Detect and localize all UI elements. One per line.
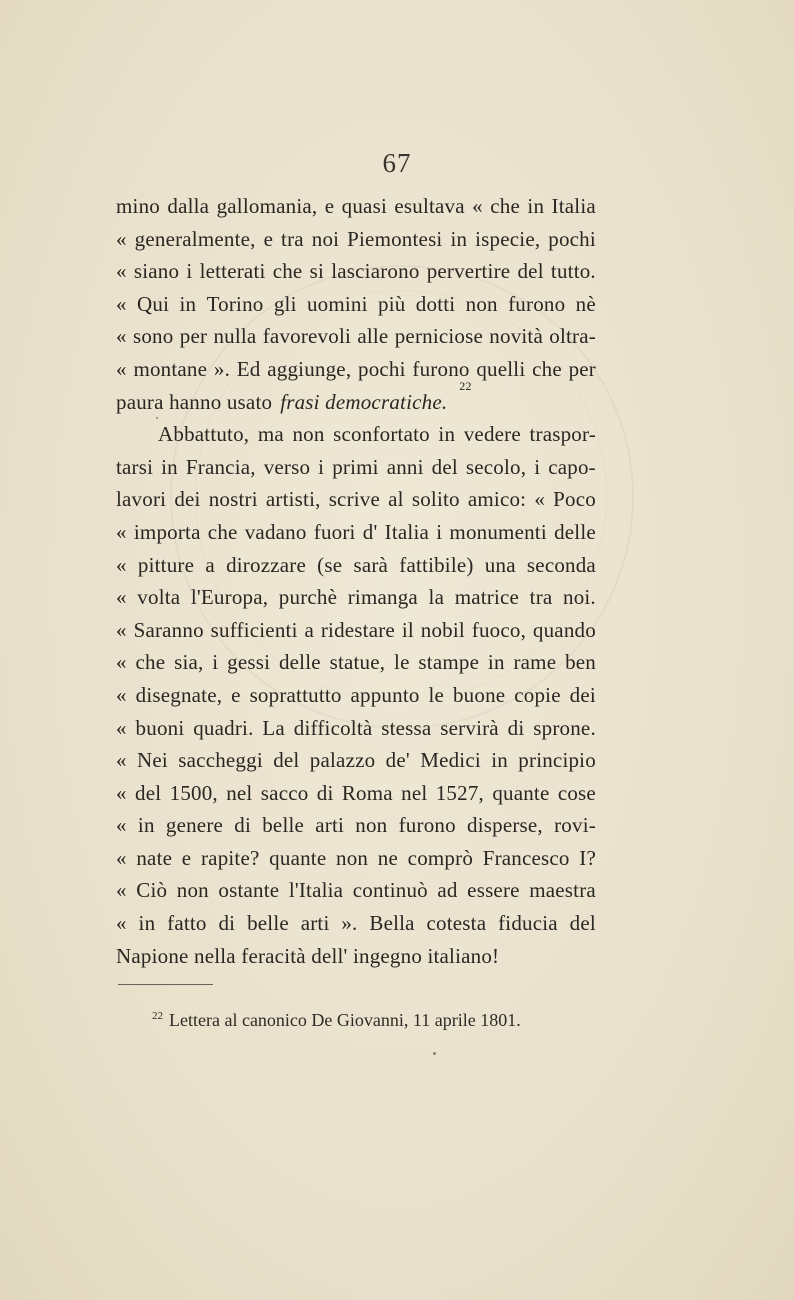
footnote-marker: 22 <box>152 1010 163 1022</box>
text-line: « disegnate, e soprattutto appunto le buone copie dei <box>116 682 596 707</box>
text-line: « che sia, i gessi delle statue, le stampe in rame ben <box>116 650 596 675</box>
footnote <box>152 1008 521 1032</box>
text-line: « generalmente, e tra noi Piemontesi in ispecie, pochi <box>116 226 596 251</box>
text-line: « Saranno sufficienti a ridestare il nobil fuoco, quando <box>116 617 596 642</box>
text-line-content: paura hanno usato <box>116 389 273 414</box>
text-line: « sono per nulla favorevoli alle perniciose novità oltra- <box>116 324 596 349</box>
text-line: « in genere di belle arti non furono disperse, rovi- <box>116 813 596 838</box>
footnote-reference: 22 <box>459 378 472 393</box>
paper-speck <box>433 1052 436 1055</box>
text-line <box>116 378 596 419</box>
text-line: tarsi in Francia, verso i primi anni del secolo, i capo- <box>116 454 596 479</box>
text-line: « Ciò non ostante l'Italia continuò ad essere maestra <box>116 878 596 903</box>
text-line: « Nei saccheggi del palazzo de' Medici in principio <box>116 748 596 773</box>
text-line: Abbattuto, ma non sconfortato in vedere traspor- <box>158 422 596 447</box>
body-text <box>116 190 596 972</box>
text-line: « montane ». Ed aggiunge, pochi furono quelli che per <box>116 356 596 381</box>
text-line: « nate e rapite? quante non ne comprò Francesco I? <box>116 845 596 870</box>
text-line: « siano i letterati che si lasciarono pervertire del tutto. <box>116 259 596 284</box>
footnote-separator <box>118 984 213 985</box>
italic-phrase: frasi democratiche. <box>280 389 448 414</box>
text-line: « pitture a dirozzare (se sarà fattibile) una seconda <box>116 552 596 577</box>
text-line <box>116 940 596 973</box>
text-line: lavori dei nostri artisti, scrive al solito amico: « Poco <box>116 487 596 512</box>
paper-speck <box>156 417 158 419</box>
text-line: « Qui in Torino gli uomini più dotti non furono nè <box>116 291 596 316</box>
text-line: mino dalla gallomania, e quasi esultava « che in Italia <box>116 194 596 218</box>
text-line: « in fatto di belle arti ». Bella cotesta fiducia del <box>116 911 596 936</box>
footnote-text: Lettera al canonico De Giovanni, 11 aprile 1801. <box>169 1010 521 1030</box>
text-line: « importa che vadano fuori d' Italia i monumenti delle <box>116 519 596 544</box>
text-line: « volta l'Europa, purchè rimanga la matrice tra noi. <box>116 585 596 610</box>
text-line: « buoni quadri. La difficoltà stessa servirà di sprone. <box>116 715 596 740</box>
text-line-content: Napione nella feracità dell' ingegno italiano! <box>116 943 500 968</box>
text-line: « del 1500, nel sacco di Roma nel 1527, quante cose <box>116 780 596 805</box>
page-number: 67 <box>382 148 412 178</box>
